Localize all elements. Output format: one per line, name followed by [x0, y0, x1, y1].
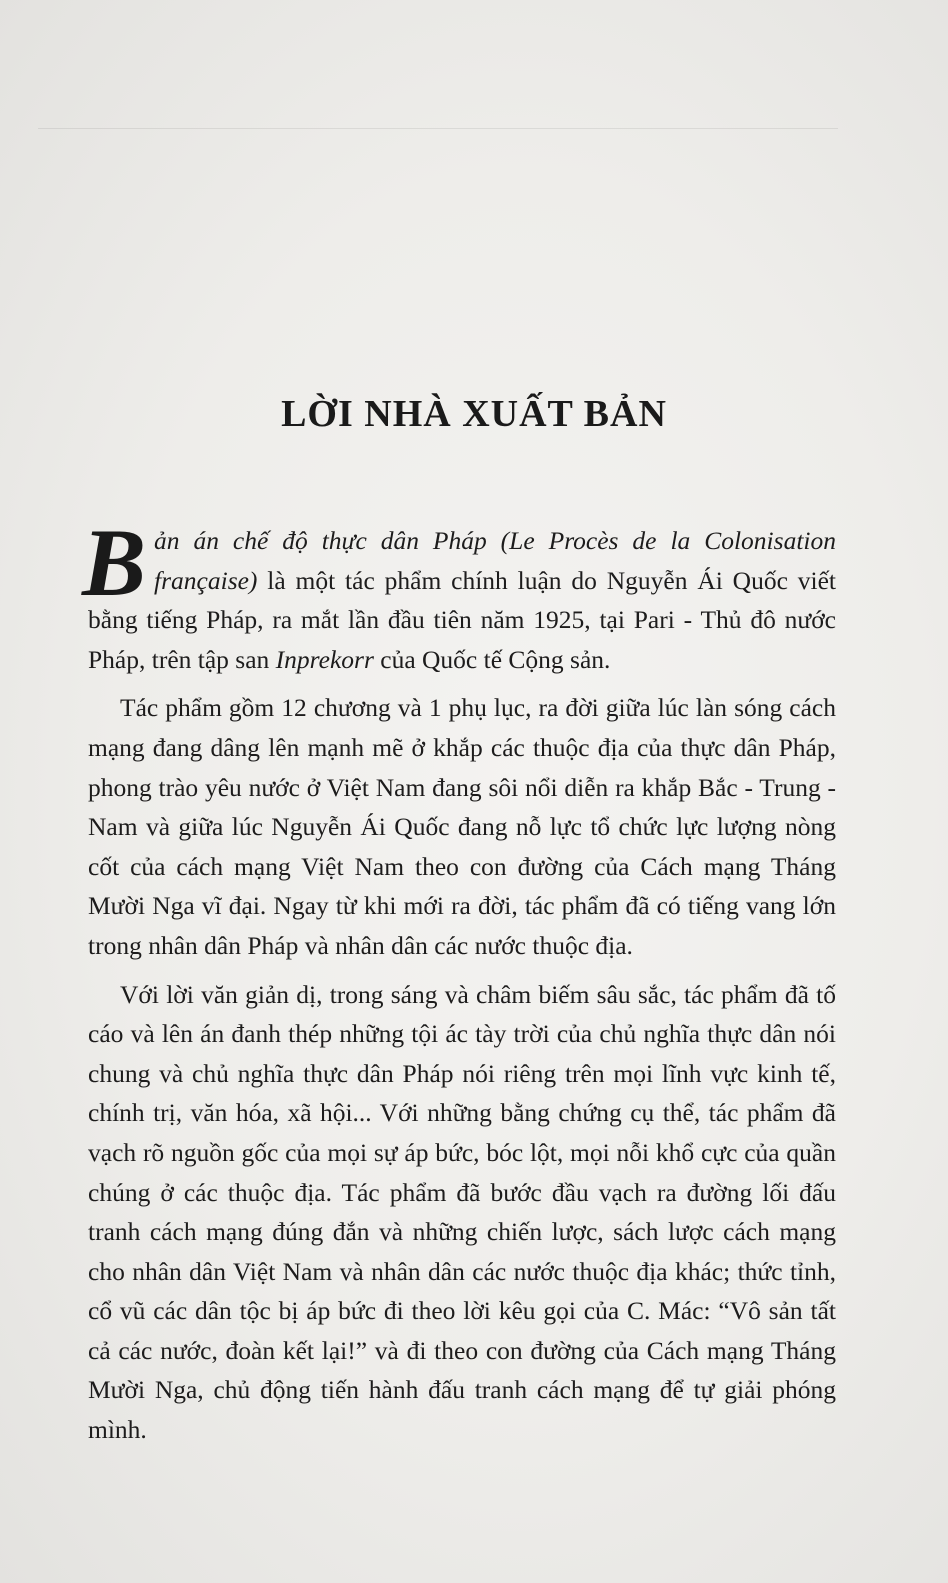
bleed-through-rule	[38, 128, 838, 129]
paragraph-1-text-a: là một tác phẩm chính luận do Nguyễn Ái Quốc viết bằng tiếng Pháp, ra mắt lần đầu tiên năm 1925, tại Pari - Thủ đô nước Pháp, trên tập san	[88, 565, 836, 674]
paragraph-2: Tác phẩm gồm 12 chương và 1 phụ lục, ra đời giữa lúc làn sóng cách mạng đang dâng lên mạnh mẽ ở khắp các thuộc địa của thực dân Pháp, phong trào yêu nước ở Việt Nam đang sôi nổi diễn ra khắp Bắc - Trung - Nam và giữa lúc Nguyễn Ái Quốc đang nỗ lực tổ chức lực lượng nòng cốt của cách mạng Việt Nam theo con đường của Cách mạng Tháng Mười Nga vĩ đại. Ngay từ khi mới ra đời, tác phẩm đã có tiếng vang lớn trong nhân dân Pháp và nhân dân các nước thuộc địa.	[88, 693, 836, 960]
body-text	[82, 509, 836, 1450]
paragraph-3: Với lời văn giản dị, trong sáng và châm biếm sâu sắc, tác phẩm đã tố cáo và lên án đanh thép những tội ác tày trời của chủ nghĩa thực dân nói chung và chủ nghĩa thực dân Pháp nói riêng trên mọi lĩnh vực kinh tế, chính trị, văn hóa, xã hội... Với những bằng chứng cụ thể, tác phẩm đã vạch rõ nguồn gốc của mọi sự áp bức, bóc lột, mọi nỗi khổ cực của quần chúng ở các thuộc địa. Tác phẩm đã bước đầu vạch ra đường lối đấu tranh cách mạng đúng đắn và những chiến lược, sách lược cách mạng cho nhân dân Việt Nam và nhân dân các nước thuộc địa khác; thức tỉnh, cổ vũ các dân tộc bị áp bức đi theo lời kêu gọi của C. Mác: “Vô sản tất cả các nước, đoàn kết lại!” và đi theo con đường của Cách mạng Tháng Mười Nga, chủ động tiến hành đấu tranh cách mạng để tự giải phóng mình.	[88, 979, 836, 1445]
paragraph-1-text-b: của Quốc tế Cộng sản.	[373, 644, 611, 674]
page-title: LỜI NHÀ XUẤT BẢN	[281, 393, 667, 435]
drop-cap: B	[82, 509, 147, 616]
book-title-italic: ản án chế độ thực dân Pháp (Le Procès de la Colonisation française)	[154, 526, 836, 595]
paragraph-1	[82, 509, 836, 679]
journal-name-italic: Inprekorr	[275, 644, 374, 674]
